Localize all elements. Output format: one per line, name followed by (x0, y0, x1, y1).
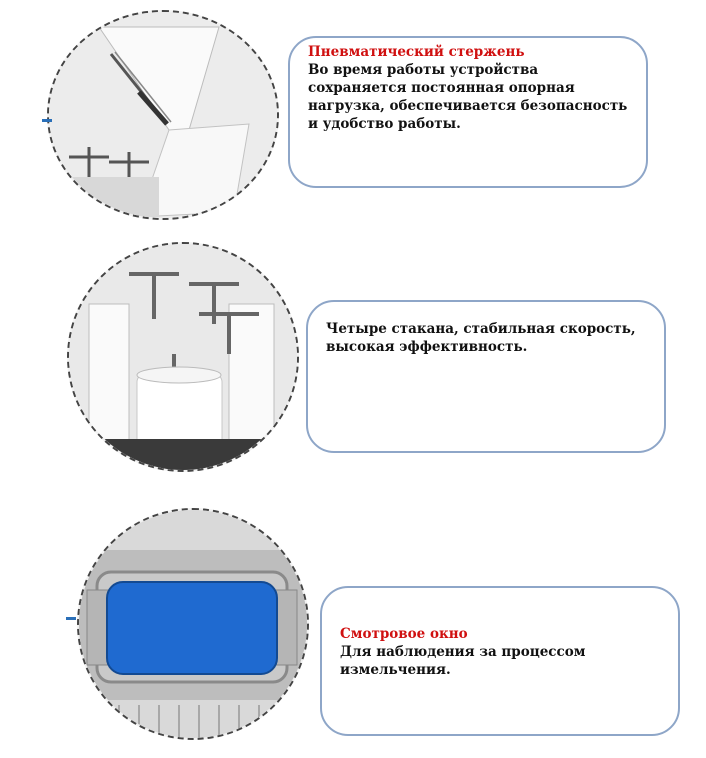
feature-1-card (288, 36, 648, 188)
feature-3-image (77, 508, 309, 740)
feature-2-card (306, 300, 666, 453)
left-edge-marker-icon (42, 119, 52, 122)
gas-spring-lid-photo-icon (49, 12, 279, 220)
feature-3-title: Смотровое окно (340, 626, 468, 642)
feature-1-description: Во время работы устройства сохраняется постоянная опорная нагрузка, обеспечивается безопасность и удобство работы. (308, 62, 628, 132)
feature-3-card (320, 586, 680, 736)
left-edge-marker-icon (66, 617, 76, 620)
feature-1-title: Пневматический стержень (308, 44, 525, 60)
four-jars-photo-icon (69, 244, 299, 472)
feature-2-description: Четыре стакана, стабильная скорость, высокая эффективность. (326, 321, 636, 355)
feature-2-image (67, 242, 299, 472)
feature-3-description: Для наблюдения за процессом измельчения. (340, 644, 586, 678)
viewing-window-photo-icon (79, 510, 309, 740)
feature-1-image (47, 10, 279, 220)
